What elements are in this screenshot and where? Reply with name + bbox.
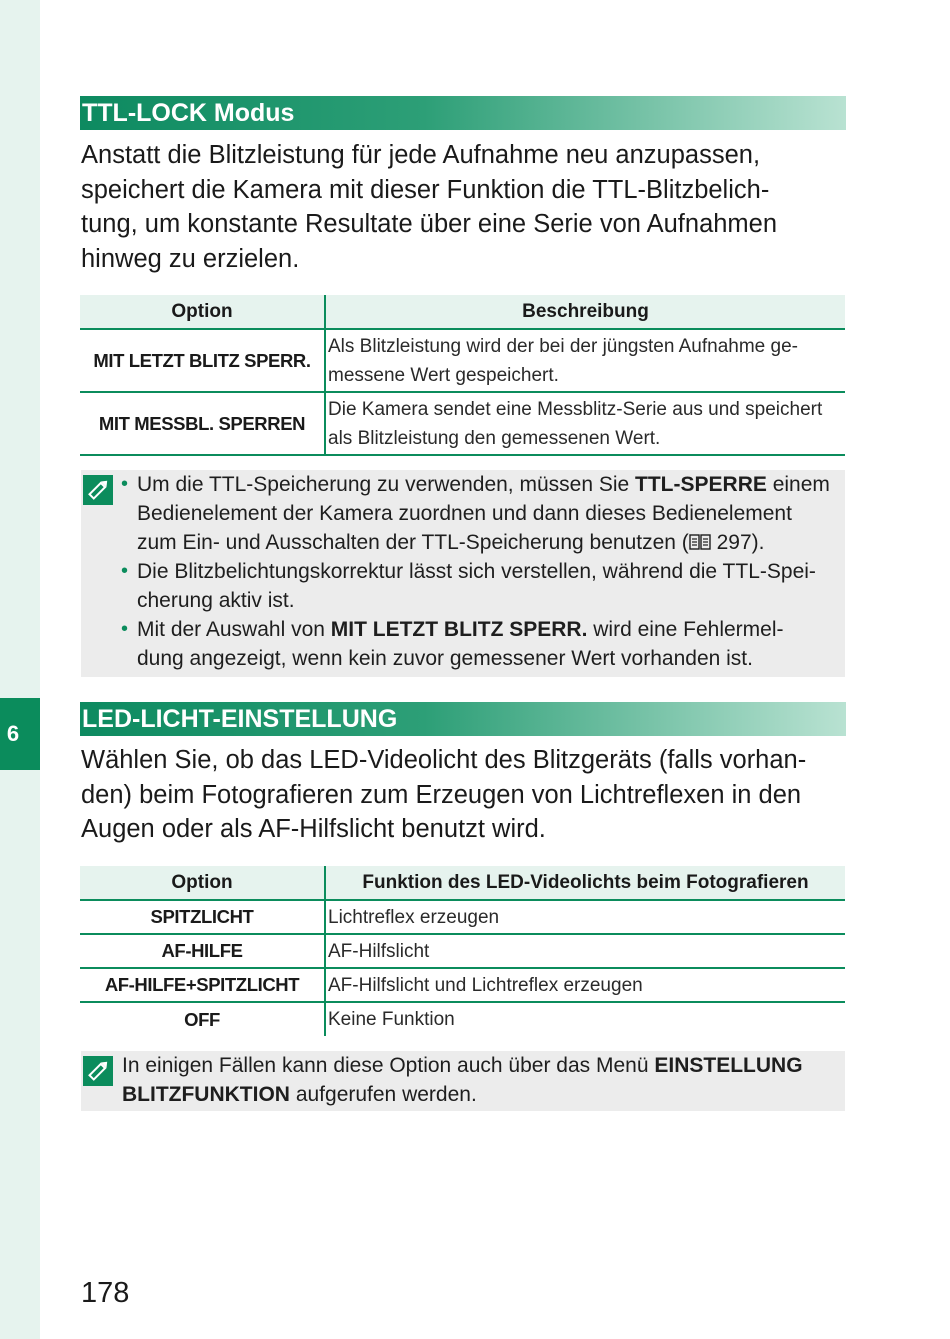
option-cell: MIT LETZT BLITZ SPERR.	[80, 329, 325, 392]
option-cell: SPITZLICHT	[80, 900, 325, 934]
table-row	[80, 968, 845, 1002]
column-header-description: Beschreibung	[325, 295, 845, 329]
note-item: • Mit der Auswahl von MIT LETZT BLITZ SPERR. wird eine Fehlermel- dung angezeigt, wenn kein zuvor gemessener Wert vorhanden ist.	[121, 618, 784, 670]
book-page-icon	[689, 534, 711, 551]
description-cell: AF-Hilfslicht	[325, 934, 845, 968]
side-strip	[0, 0, 40, 1339]
description-cell: Als Blitzleistung wird der bei der jüngsten Aufnahme ge- messene Wert gespeichert.	[325, 329, 845, 392]
page-reference-link[interactable]: 297).	[710, 531, 765, 554]
table-row	[80, 329, 845, 392]
table-row	[80, 1002, 845, 1036]
section1-intro: Anstatt die Blitzleistung für jede Aufnahme neu anzupassen, speichert die Kamera mit dieser Funktion die TTL-Blitzbelich- tung, um konstante Resultate über eine Serie von Aufnahmen hinweg zu erzielen.	[81, 141, 778, 273]
description-cell: AF-Hilfslicht und Lichtreflex erzeugen	[325, 968, 845, 1002]
option-cell: AF-HILFE+SPITZLICHT	[80, 968, 325, 1002]
note-list	[81, 470, 845, 673]
table-row	[80, 392, 845, 455]
section-title-ttl-lock: TTL-LOCK Modus	[80, 96, 846, 130]
led-options-table	[80, 866, 845, 1036]
option-cell: OFF	[184, 1008, 220, 1030]
option-cell: MIT MESSBL. SPERREN	[80, 392, 325, 455]
table-header-row	[80, 295, 845, 329]
description-cell: Keine Funktion	[325, 1002, 845, 1036]
note-text: In einigen Fällen kann diese Option auch über das Menü EINSTELLUNG BLITZFUNKTION aufgerufen werden.	[122, 1054, 803, 1106]
column-header-option: Option	[80, 295, 325, 329]
note-item: • Um die TTL-Speicherung zu verwenden, müssen Sie TTL-SPERRE einem Bedienelement der Kamera zuordnen und dann dieses Bedienelement zum Ein- und Ausschalten der TTL-Speicherung benutzen ( 297).	[121, 473, 830, 554]
column-header-function: Funktion des LED-Videolichts beim Fotografieren	[325, 866, 845, 900]
table-row	[80, 934, 845, 968]
column-header-option: Option	[80, 866, 325, 900]
page-number: 178	[81, 1277, 130, 1309]
description-cell: Lichtreflex erzeugen	[325, 900, 845, 934]
table-row	[80, 900, 845, 934]
chapter-tab: 6	[0, 698, 40, 770]
description-cell: Die Kamera sendet eine Messblitz-Serie aus und speichert als Blitzleistung den gemessenen Wert.	[325, 392, 845, 455]
ttl-lock-options-table	[80, 295, 845, 456]
note-box-led	[81, 1051, 845, 1111]
note-box-ttl	[81, 470, 845, 677]
option-cell: AF-HILFE	[80, 934, 325, 968]
table-header-row	[80, 866, 845, 900]
note-pencil-icon	[83, 1056, 113, 1086]
section-title-led-licht: LED-LICHT-EINSTELLUNG	[80, 702, 846, 736]
note-item: • Die Blitzbelichtungskorrektur lässt sich verstellen, während die TTL-Spei- cherung aktiv ist.	[121, 560, 816, 612]
section2-intro: Wählen Sie, ob das LED-Videolicht des Blitzgeräts (falls vorhan- den) beim Fotografieren zum Erzeugen von Lichtreflexen in den Augen oder als AF-Hilfslicht benutzt wird.	[81, 746, 807, 843]
